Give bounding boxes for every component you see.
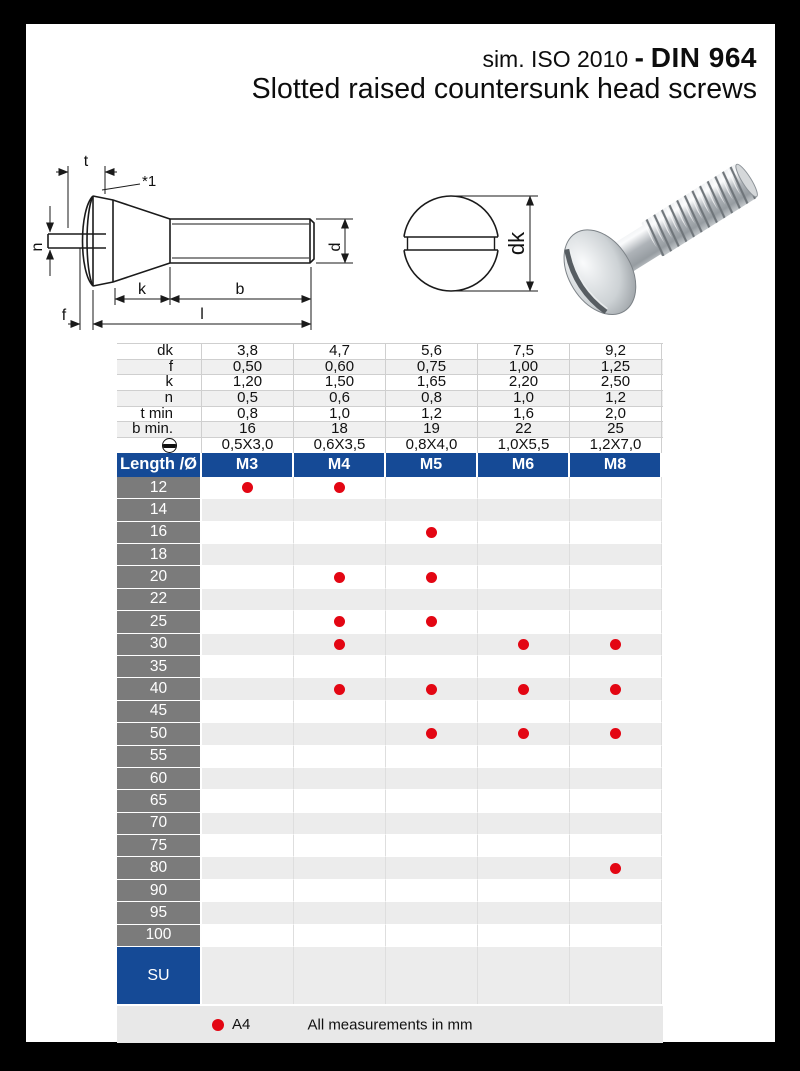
dimension-table [117, 343, 663, 1043]
availability-dot [242, 482, 253, 493]
availability-dot [334, 572, 345, 583]
spec-value: 1,25 [570, 360, 662, 375]
length-label: 25 [117, 611, 202, 633]
availability-dot [426, 616, 437, 627]
length-row [117, 678, 663, 700]
dim-label-n: n [29, 242, 46, 252]
spec-value: 1,65 [386, 375, 478, 390]
availability-cell-m4 [294, 835, 386, 857]
availability-cell-m8 [570, 902, 662, 924]
spec-value: 0,8 [386, 391, 478, 406]
spec-section [117, 343, 663, 453]
availability-cell-m6 [478, 611, 570, 633]
su-cell-m8 [570, 947, 662, 1004]
availability-cell-m4 [294, 857, 386, 879]
spec-value: 0,75 [386, 360, 478, 375]
availability-cell-m4 [294, 566, 386, 588]
length-label: 22 [117, 589, 202, 611]
availability-dot [518, 684, 529, 695]
availability-cell-m8 [570, 544, 662, 566]
availability-cell-m3 [202, 880, 294, 902]
length-label: 80 [117, 857, 202, 879]
spec-row-label: n [117, 391, 202, 406]
dim-label-l: l [200, 306, 204, 323]
length-row [117, 634, 663, 656]
table-footer [117, 1006, 663, 1043]
length-label: 90 [117, 880, 202, 902]
availability-dot [426, 527, 437, 538]
availability-cell-m4 [294, 768, 386, 790]
availability-cell-m8 [570, 768, 662, 790]
length-label: 12 [117, 477, 202, 499]
length-row [117, 902, 663, 924]
spec-value: 1,20 [202, 375, 294, 390]
availability-cell-m4 [294, 880, 386, 902]
availability-cell-m3 [202, 835, 294, 857]
spec-value: 2,0 [570, 407, 662, 422]
spec-value: 1,2 [386, 407, 478, 422]
title-separator: - [634, 42, 645, 73]
column-header-m5: M5 [386, 453, 478, 477]
spec-row-label: dk [117, 344, 202, 359]
spec-value: 7,5 [478, 344, 570, 359]
availability-cell-m4 [294, 813, 386, 835]
length-label: 100 [117, 925, 202, 947]
availability-dot [610, 684, 621, 695]
availability-cell-m6 [478, 477, 570, 499]
availability-cell-m8 [570, 522, 662, 544]
availability-dot [518, 728, 529, 739]
length-label: 20 [117, 566, 202, 588]
availability-cell-m4 [294, 678, 386, 700]
availability-cell-m8 [570, 678, 662, 700]
spec-value: 1,50 [294, 375, 386, 390]
availability-cell-m5 [386, 902, 478, 924]
availability-cell-m4 [294, 522, 386, 544]
availability-cell-m3 [202, 790, 294, 812]
spec-value: 1,0 [478, 391, 570, 406]
availability-cell-m3 [202, 544, 294, 566]
spec-value: 22 [478, 422, 570, 437]
availability-cell-m6 [478, 678, 570, 700]
spec-value: 18 [294, 422, 386, 437]
availability-cell-m8 [570, 566, 662, 588]
length-row [117, 813, 663, 835]
length-row [117, 925, 663, 947]
column-header-m4: M4 [294, 453, 386, 477]
availability-dot [334, 482, 345, 493]
length-row [117, 522, 663, 544]
availability-cell-m3 [202, 701, 294, 723]
availability-cell-m3 [202, 589, 294, 611]
standard-reference [252, 42, 757, 73]
dim-label-f: f [61, 307, 67, 324]
availability-matrix [117, 453, 663, 1004]
length-diameter-header: Length /Ø [117, 453, 202, 477]
availability-dot [610, 728, 621, 739]
availability-cell-m6 [478, 746, 570, 768]
availability-cell-m8 [570, 925, 662, 947]
availability-cell-m4 [294, 589, 386, 611]
length-row [117, 723, 663, 745]
length-row [117, 656, 663, 678]
spec-value: 0,6X3,5 [294, 438, 386, 454]
length-row [117, 589, 663, 611]
availability-cell-m3 [202, 902, 294, 924]
availability-cell-m8 [570, 701, 662, 723]
legend-label: A4 [232, 1016, 251, 1034]
length-label: 70 [117, 813, 202, 835]
su-row [117, 947, 663, 1004]
length-label: 16 [117, 522, 202, 544]
length-label: 55 [117, 746, 202, 768]
availability-cell-m3 [202, 477, 294, 499]
availability-cell-m5 [386, 790, 478, 812]
availability-cell-m8 [570, 656, 662, 678]
length-row [117, 880, 663, 902]
column-header-m8: M8 [570, 453, 662, 477]
availability-dot [334, 616, 345, 627]
availability-cell-m5 [386, 835, 478, 857]
availability-cell-m3 [202, 499, 294, 521]
availability-cell-m3 [202, 723, 294, 745]
spec-value: 25 [570, 422, 662, 437]
su-cell-m6 [478, 947, 570, 1004]
length-label: 45 [117, 701, 202, 723]
dim-label-b: b [235, 281, 245, 298]
spec-value: 1,0X5,5 [478, 438, 570, 454]
availability-cell-m5 [386, 857, 478, 879]
su-cell-m4 [294, 947, 386, 1004]
availability-dot [610, 639, 621, 650]
availability-cell-m5 [386, 566, 478, 588]
spec-value: 0,8 [202, 407, 294, 422]
spec-value: 5,6 [386, 344, 478, 359]
su-label: SU [117, 947, 202, 1004]
column-header-m3: M3 [202, 453, 294, 477]
availability-cell-m4 [294, 701, 386, 723]
availability-cell-m5 [386, 746, 478, 768]
length-label: 30 [117, 634, 202, 656]
availability-cell-m3 [202, 857, 294, 879]
spec-row [117, 359, 663, 375]
length-row [117, 544, 663, 566]
availability-cell-m3 [202, 611, 294, 633]
spec-value: 19 [386, 422, 478, 437]
availability-cell-m4 [294, 611, 386, 633]
availability-cell-m6 [478, 634, 570, 656]
availability-cell-m6 [478, 701, 570, 723]
availability-cell-m8 [570, 634, 662, 656]
availability-cell-m6 [478, 522, 570, 544]
availability-cell-m6 [478, 589, 570, 611]
length-row [117, 566, 663, 588]
spec-row [117, 390, 663, 406]
availability-cell-m5 [386, 544, 478, 566]
dim-label-dk: dk [504, 231, 529, 256]
availability-cell-m5 [386, 925, 478, 947]
spec-value: 1,2X7,0 [570, 438, 662, 454]
spec-row-label: k [117, 375, 202, 390]
length-row [117, 857, 663, 879]
spec-value: 1,6 [478, 407, 570, 422]
spec-value: 1,0 [294, 407, 386, 422]
spec-row [117, 421, 663, 437]
availability-cell-m4 [294, 790, 386, 812]
length-row [117, 746, 663, 768]
side-view-drawing [29, 153, 353, 330]
spec-value: 0,6 [294, 391, 386, 406]
spec-row [117, 374, 663, 390]
availability-cell-m3 [202, 746, 294, 768]
availability-cell-m6 [478, 925, 570, 947]
availability-cell-m3 [202, 813, 294, 835]
availability-cell-m8 [570, 746, 662, 768]
availability-cell-m5 [386, 813, 478, 835]
length-row [117, 768, 663, 790]
availability-cell-m8 [570, 477, 662, 499]
length-label: 40 [117, 678, 202, 700]
availability-cell-m5 [386, 589, 478, 611]
availability-cell-m6 [478, 566, 570, 588]
availability-cell-m5 [386, 522, 478, 544]
length-label: 65 [117, 790, 202, 812]
spec-value: 0,8X4,0 [386, 438, 478, 454]
spec-row [117, 437, 663, 453]
availability-cell-m3 [202, 768, 294, 790]
availability-cell-m6 [478, 880, 570, 902]
availability-cell-m6 [478, 902, 570, 924]
spec-row-label [117, 438, 202, 454]
spec-value: 2,20 [478, 375, 570, 390]
availability-cell-m5 [386, 678, 478, 700]
spec-value: 16 [202, 422, 294, 437]
iso-reference: sim. ISO 2010 [482, 46, 629, 72]
page-title: Slotted raised countersunk head screws [251, 73, 757, 106]
material-legend [212, 1006, 250, 1043]
availability-cell-m4 [294, 477, 386, 499]
availability-cell-m4 [294, 656, 386, 678]
title-block [252, 42, 757, 106]
availability-dot [426, 572, 437, 583]
availability-cell-m4 [294, 746, 386, 768]
matrix-header-row [117, 453, 663, 477]
availability-cell-m8 [570, 589, 662, 611]
availability-cell-m8 [570, 835, 662, 857]
availability-cell-m3 [202, 656, 294, 678]
availability-cell-m6 [478, 790, 570, 812]
dim-label-d: d [327, 242, 344, 252]
availability-cell-m4 [294, 634, 386, 656]
length-row [117, 835, 663, 857]
spec-value: 0,60 [294, 360, 386, 375]
availability-cell-m5 [386, 723, 478, 745]
availability-cell-m8 [570, 723, 662, 745]
availability-cell-m4 [294, 925, 386, 947]
length-label: 95 [117, 902, 202, 924]
spec-value: 0,50 [202, 360, 294, 375]
su-cell-m3 [202, 947, 294, 1004]
screw-photo [549, 148, 775, 328]
availability-cell-m5 [386, 611, 478, 633]
availability-cell-m3 [202, 522, 294, 544]
column-header-m6: M6 [478, 453, 570, 477]
availability-cell-m8 [570, 790, 662, 812]
availability-dot [610, 863, 621, 874]
availability-cell-m5 [386, 499, 478, 521]
length-label: 14 [117, 499, 202, 521]
catalog-page [26, 24, 775, 1042]
availability-cell-m3 [202, 678, 294, 700]
technical-drawings [26, 148, 775, 353]
availability-cell-m4 [294, 499, 386, 521]
footnote-marker: *1 [142, 173, 157, 190]
availability-cell-m6 [478, 544, 570, 566]
availability-cell-m3 [202, 925, 294, 947]
availability-cell-m4 [294, 544, 386, 566]
availability-cell-m4 [294, 723, 386, 745]
dim-label-k: k [138, 281, 146, 298]
length-row [117, 499, 663, 521]
su-cell-m5 [386, 947, 478, 1004]
availability-cell-m8 [570, 880, 662, 902]
length-row [117, 477, 663, 499]
length-label: 50 [117, 723, 202, 745]
availability-cell-m6 [478, 835, 570, 857]
top-view-drawing [402, 196, 538, 291]
spec-value: 3,8 [202, 344, 294, 359]
length-row [117, 790, 663, 812]
availability-cell-m5 [386, 634, 478, 656]
availability-cell-m6 [478, 656, 570, 678]
din-standard: DIN 964 [650, 42, 757, 73]
spec-row [117, 343, 663, 359]
availability-cell-m3 [202, 634, 294, 656]
availability-cell-m5 [386, 656, 478, 678]
spec-value: 9,2 [570, 344, 662, 359]
availability-dot [518, 639, 529, 650]
availability-cell-m8 [570, 857, 662, 879]
spec-value: 4,7 [294, 344, 386, 359]
length-label: 75 [117, 835, 202, 857]
spec-value: 2,50 [570, 375, 662, 390]
availability-cell-m8 [570, 499, 662, 521]
spec-value: 1,00 [478, 360, 570, 375]
availability-cell-m6 [478, 723, 570, 745]
availability-cell-m6 [478, 813, 570, 835]
spec-row-label: t min [117, 407, 202, 422]
availability-cell-m8 [570, 611, 662, 633]
length-label: 60 [117, 768, 202, 790]
legend-dot-icon [212, 1019, 224, 1031]
availability-cell-m5 [386, 768, 478, 790]
spec-value: 0,5X3,0 [202, 438, 294, 454]
availability-cell-m6 [478, 857, 570, 879]
spec-value: 0,5 [202, 391, 294, 406]
availability-dot [426, 728, 437, 739]
availability-cell-m6 [478, 768, 570, 790]
spec-row-label: b min. [117, 422, 202, 437]
length-label: 35 [117, 656, 202, 678]
availability-cell-m5 [386, 477, 478, 499]
dim-label-t: t [83, 153, 89, 170]
length-label: 18 [117, 544, 202, 566]
availability-dot [334, 639, 345, 650]
availability-dot [334, 684, 345, 695]
length-row [117, 611, 663, 633]
spec-value: 1,2 [570, 391, 662, 406]
availability-cell-m8 [570, 813, 662, 835]
availability-cell-m6 [478, 499, 570, 521]
slot-icon [162, 438, 177, 453]
availability-dot [426, 684, 437, 695]
measurement-note: All measurements in mm [307, 1016, 473, 1034]
spec-row [117, 406, 663, 422]
availability-cell-m5 [386, 701, 478, 723]
availability-cell-m3 [202, 566, 294, 588]
spec-row-label: f [117, 360, 202, 375]
availability-cell-m5 [386, 880, 478, 902]
length-row [117, 701, 663, 723]
availability-cell-m4 [294, 902, 386, 924]
